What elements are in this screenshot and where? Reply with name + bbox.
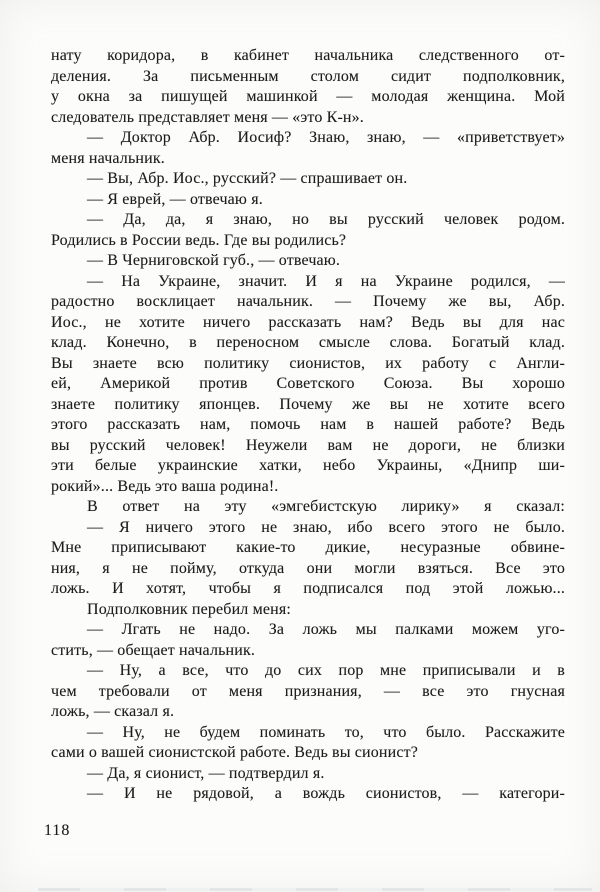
text-line: клад. Конечно, в переносном смысле слова. Богатый клад. [51, 334, 565, 351]
text-line: рокий»... Ведь это ваша родина!. [51, 477, 279, 495]
text-line: — Я еврей, — отвечаю я. [87, 190, 263, 208]
text-line: — Ну, не будем поминать то, что было. Расскажите [87, 723, 565, 741]
text-line: ния, я не пойму, откуда они могли взяться. Все это [51, 559, 565, 577]
text-line: у окна за пишущей машинкой — молодая женщина. Мой [51, 88, 565, 105]
text-line: — Я ничего этого не знаю, ибо всего этого не было. [87, 518, 565, 536]
text-line: — В Черниговской губ., — отвечаю. [87, 252, 341, 269]
text-line: Родились в России ведь. Где вы родились? [51, 231, 347, 249]
text-line: ложь, — сказал я. [51, 703, 175, 720]
text-line: стить, — обещает начальник. [51, 641, 256, 659]
text-line: эти белые украинские хатки, небо Украины, «Днипр ши- [51, 457, 565, 474]
text-line: радостно восклицает начальник. — Почему же вы, Абр. [51, 293, 565, 310]
text-line: Вы знаете всю политику сионистов, их работу с Англи- [51, 354, 565, 372]
text-line: — На Украине, значит. И я на Украине родился, — [87, 272, 565, 290]
scan-edge-artifact [38, 888, 592, 891]
text-line: чем требовали от меня признания, — все это гнусная [51, 682, 565, 700]
page-number: 118 [44, 822, 71, 839]
text-line: — Вы, Абр. Иос., русский? — спрашивает он. [87, 170, 408, 187]
text-line: — Ну, а все, что до сих пор мне приписывали и в [87, 662, 565, 679]
text-line: знаете политику японцев. Почему же вы не хотите всего [51, 395, 565, 413]
text-line: деления. За письменным столом сидит подполковник, [51, 67, 565, 85]
text-line: нату коридора, в кабинет начальника следственного от- [51, 47, 565, 64]
text-line: — Да, да, я знаю, но вы русский человек родом. [87, 211, 565, 228]
text-line: Иос., не хотите ничего рассказать нам? Ведь вы для нас [51, 313, 565, 331]
text-line: ей, Америкой против Советского Союза. Вы хорошо [51, 375, 565, 392]
text-line: Мне приписывают какие-то дикие, несуразные обвине- [51, 539, 565, 556]
text-line: сами о вашей сионистской работе. Ведь вы сионист? [51, 744, 418, 761]
text-line: В ответ на эту «эмгебистскую лирику» я сказал: [87, 498, 565, 515]
text-line: — Доктор Абр. Иосиф? Знаю, знаю, — «приветствует» [87, 129, 565, 146]
page-text [51, 46, 565, 805]
text-line: меня начальник. [51, 149, 165, 167]
text-line: — Да, я сионист, — подтвердил я. [87, 764, 325, 782]
text-line: Подполковник перебил меня: [87, 600, 291, 618]
text-line: следователь представляет меня — «это К-н». [51, 108, 364, 126]
text-line: вы русский человек! Неужели вам не дороги, не близки [51, 436, 565, 454]
text-line: ложь. И хотят, чтобы я подписался под этой ложью... [51, 580, 565, 597]
text-line: — И не рядовой, а вождь сионистов, — категори- [87, 785, 565, 802]
text-line: — Лгать не надо. За ложь мы палками можем уго- [87, 621, 565, 638]
text-line: этого рассказать нам, помочь нам в нашей работе? Ведь [51, 416, 565, 433]
